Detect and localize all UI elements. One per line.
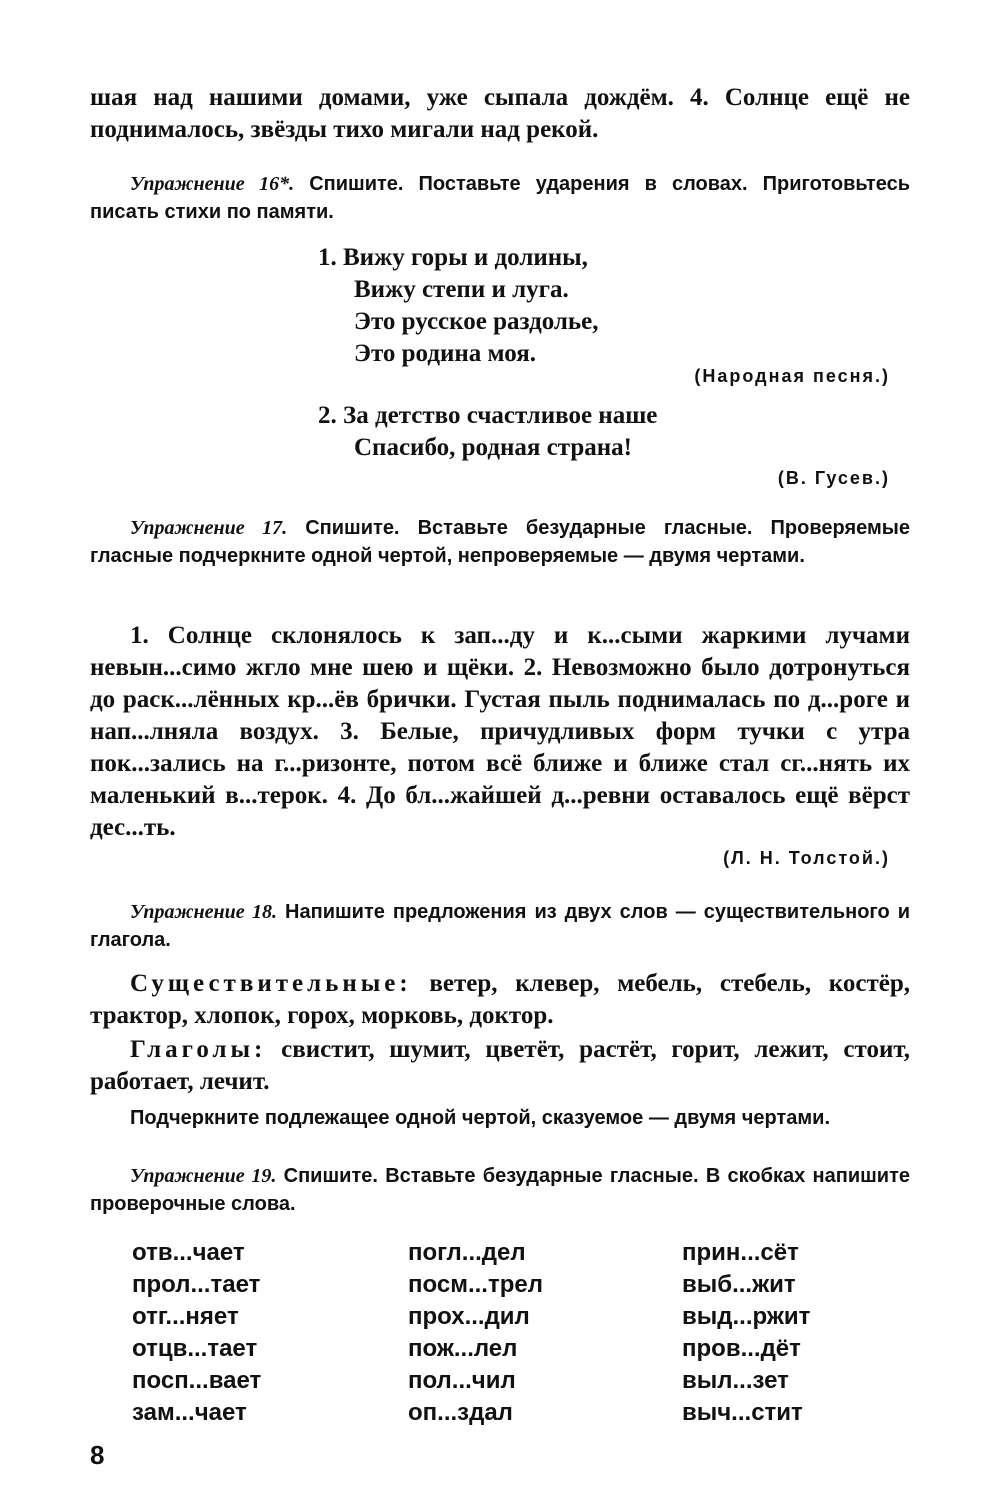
poem-1-line: Это русское раздолье, (354, 308, 599, 335)
exercise-19-label: Упражнение 19. (130, 1165, 277, 1187)
word-item: зам...чает (132, 1399, 247, 1426)
word-item: посм...трел (408, 1271, 543, 1298)
nouns-label: Существительные: (130, 970, 412, 997)
page-number: 8 (90, 1440, 105, 1470)
exercise-18-instruction (90, 898, 910, 954)
poem-1-line: Это родина моя. (354, 340, 537, 367)
exercise-17-text: Спишите. Вставьте безударные гласные. Проверяемые гласные подчеркните одной чертой, непроверяемые — двумя чертами. (90, 517, 910, 567)
word-item: отцв...тает (132, 1335, 258, 1362)
exercise-16-text: Спишите. Поставьте ударения в словах. Приготовьтесь писать стихи по памяти. (90, 173, 910, 223)
word-item: отг...няет (132, 1303, 239, 1330)
word-item: выч...стит (682, 1399, 803, 1426)
poem-2-line: Спасибо, родная страна! (354, 434, 632, 461)
word-item: пол...чил (408, 1367, 516, 1394)
exercise-19-text: Спишите. Вставьте безударные гласные. В скобках напишите проверочные слова. (90, 1165, 911, 1215)
exercise-17-attribution: (Л. Н. Толстой.) (723, 848, 890, 868)
word-item: посп...вает (132, 1367, 262, 1394)
exercise-18-text: Напишите предложения из двух слов — существительного и глагола. (90, 901, 910, 951)
word-column-1 (132, 1237, 261, 1429)
poem-2 (318, 400, 918, 464)
verbs-label: Глаголы: (130, 1036, 267, 1063)
exercise-19-instruction (90, 1162, 910, 1218)
word-column-2 (408, 1237, 543, 1429)
word-item: пров...дёт (682, 1335, 801, 1362)
exercise-17-label: Упражнение 17. (130, 517, 288, 539)
word-item: отв...чает (132, 1239, 245, 1266)
exercise-18-label: Упражнение 18. (130, 901, 278, 923)
word-item: выд...ржит (682, 1303, 811, 1330)
exercise-18-note: Подчеркните подлежащее одной чертой, сказуемое — двумя чертами. (130, 1107, 830, 1129)
exercise-17-instruction (90, 514, 910, 570)
poem-2-attribution: (В. Гусев.) (777, 468, 890, 488)
word-item: прин...сёт (682, 1239, 799, 1266)
poem-1 (318, 242, 918, 370)
word-item: выб...жит (682, 1271, 796, 1298)
poem-1-line: 1. Вижу горы и долины, (318, 244, 588, 271)
exercise-18-nouns (90, 968, 910, 1032)
exercise-18-verbs (90, 1034, 910, 1098)
verbs-list: свистит, шумит, цветёт, растёт, горит, лежит, стоит, работает, лечит. (90, 1036, 911, 1095)
exercise-16-instruction (90, 170, 910, 226)
poem-1-attribution: (Народная песня.) (694, 366, 890, 386)
poem-1-line: Вижу степи и луга. (354, 276, 569, 303)
word-item: выл...зет (682, 1367, 789, 1394)
word-item: погл...дел (408, 1239, 526, 1266)
exercise-17-passage: 1. Солнце склонялось к зап...ду и к...сыми жаркими лучами невын...симо жгло мне шею и щёки. 2. Невозможно было дотронуться до раск...лённых кр...ёв брички. Густая пыль поднималась по д...роге и нап...лняла воздух. 3. Белые, причудливых форм тучки с утра пок...зались на г...ризонте, потом всё ближе и ближе стал сг...нять их маленький в...терок. 4. До бл...жайшей д...ревни оставалось ещё вёрст дес...ть. (90, 622, 910, 841)
top-paragraph: шая над нашими домами, уже сыпала дождём. 4. Солнце ещё не поднималось, звёзды тихо мигали над рекой. (90, 84, 910, 143)
nouns-list: ветер, клевер, мебель, стебель, костёр, трактор, хлопок, горох, морковь, доктор. (90, 970, 911, 1029)
exercise-16-label: Упражнение 16*. (130, 173, 295, 195)
word-item: оп...здал (408, 1399, 513, 1426)
word-item: пож...лел (408, 1335, 518, 1362)
word-item: прох...дил (408, 1303, 530, 1330)
poem-2-line: 2. За детство счастливое наше (318, 402, 658, 429)
word-item: прол...тает (132, 1271, 261, 1298)
word-column-3 (682, 1237, 810, 1429)
